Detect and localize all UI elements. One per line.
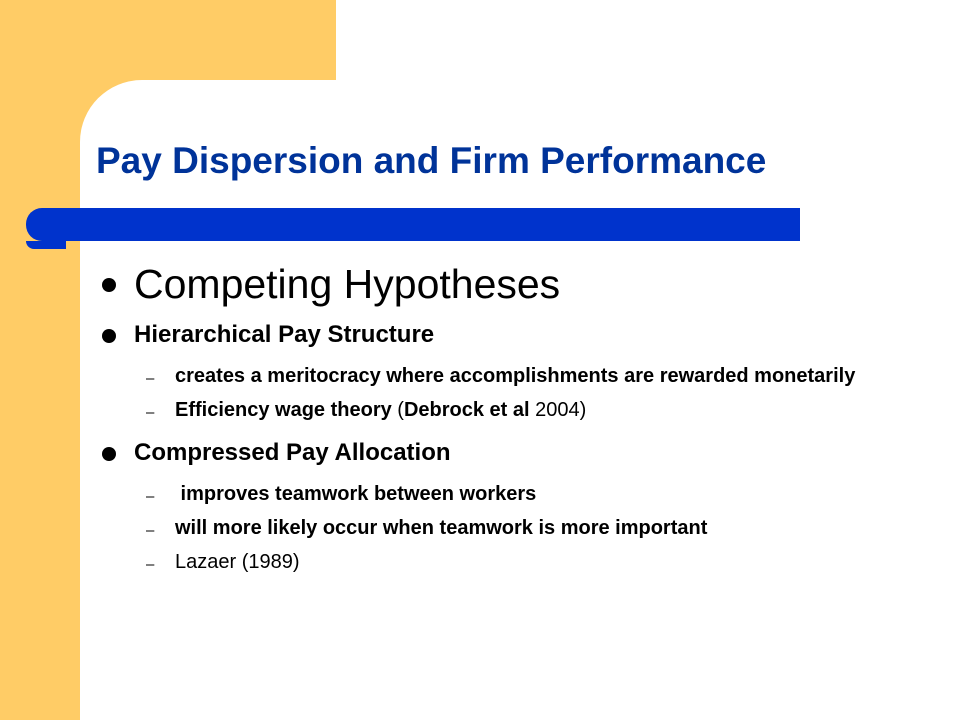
sub-bullet-teamwork-important bbox=[102, 516, 942, 540]
dash-icon: – bbox=[146, 488, 155, 505]
bullet-dot-icon bbox=[102, 278, 116, 292]
sub-bullet-text-normal: ( bbox=[391, 399, 404, 421]
slide-body bbox=[102, 258, 942, 584]
title-bar-notch bbox=[26, 241, 66, 249]
bullet-competing-hypotheses bbox=[102, 258, 942, 310]
dash-icon: – bbox=[146, 556, 155, 573]
slide-title: Pay Dispersion and Firm Performance bbox=[96, 140, 767, 181]
dash-icon: – bbox=[146, 404, 155, 421]
sub-bullet-teamwork bbox=[102, 482, 942, 506]
sub-bullet-text: improves teamwork between workers bbox=[175, 483, 537, 505]
sub-bullet-text-bold: Efficiency wage theory bbox=[175, 399, 392, 421]
sub-bullet-citation-author: Debrock et al bbox=[403, 399, 530, 421]
sub-bullet-text: creates a meritocracy where accomplishments are rewarded monetarily bbox=[175, 365, 856, 387]
bullet-text: Hierarchical Pay Structure bbox=[134, 321, 435, 348]
sub-bullet-meritocracy bbox=[102, 364, 942, 388]
sub-bullet-text: Lazaer (1989) bbox=[175, 551, 300, 573]
bullet-dot-icon bbox=[102, 447, 116, 461]
bullet-compressed-pay bbox=[102, 438, 942, 468]
bullet-text: Compressed Pay Allocation bbox=[134, 439, 451, 466]
bullet-hierarchical-pay bbox=[102, 320, 942, 350]
bullet-text: Competing Hypotheses bbox=[134, 261, 561, 307]
sub-bullet-efficiency-wage bbox=[102, 398, 942, 422]
bullet-dot-icon bbox=[102, 329, 116, 343]
dash-icon: – bbox=[146, 370, 155, 387]
sub-bullet-lazaer bbox=[102, 550, 942, 574]
title-underline-bar bbox=[26, 208, 800, 241]
sub-bullet-text: will more likely occur when teamwork is more important bbox=[175, 517, 708, 539]
dash-icon: – bbox=[146, 522, 155, 539]
sub-bullet-citation-year: 2004) bbox=[529, 399, 587, 421]
